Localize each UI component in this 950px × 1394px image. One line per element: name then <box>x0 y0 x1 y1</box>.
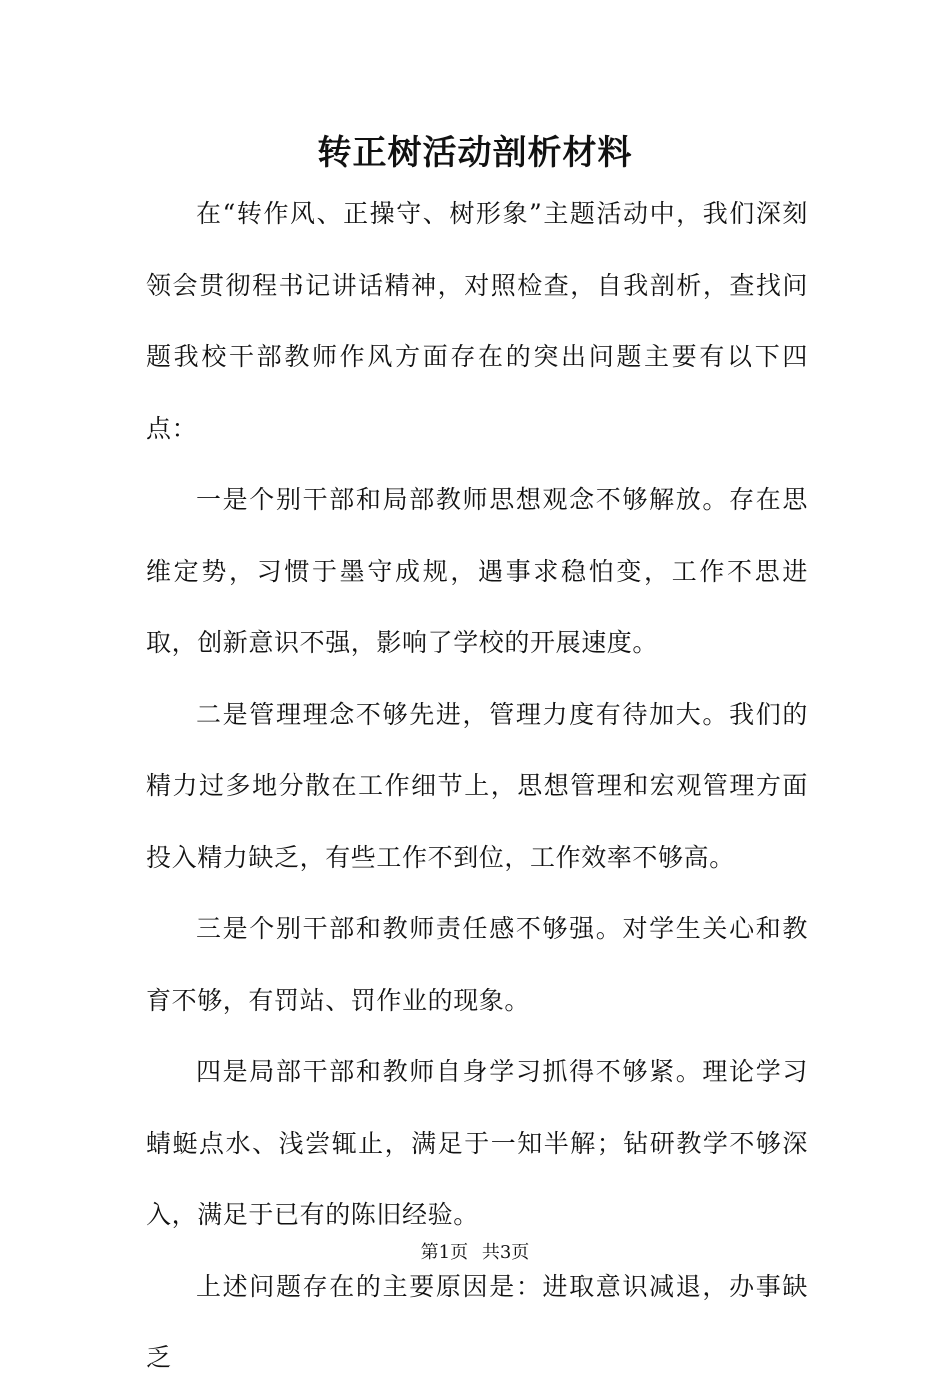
document-body <box>146 178 808 1394</box>
page-footer <box>0 1240 950 1266</box>
document-title: 转正树活动剖析材料 <box>317 133 633 173</box>
paragraph-intro: 在“转作风、正操守、树形象”主题活动中，我们深刻领会贯彻程书记讲话精神，对照检查，自我剖析，查找问题我校干部教师作风方面存在的突出问题主要有以下四点： <box>146 199 808 443</box>
paragraph-causes: 上述问题存在的主要原因是：进取意识减退，办事缺乏 <box>146 1271 808 1372</box>
paragraph-point-4: 四是局部干部和教师自身学习抓得不够紧。理论学习蜻蜓点水、浅尝辄止，满足于一知半解；钻研教学不够深入，满足于已有的陈旧经验。 <box>146 1057 808 1229</box>
paragraph-point-2: 二是管理理念不够先进，管理力度有待加大。我们的精力过多地分散在工作细节上，思想管理和宏观管理方面投入精力缺乏，有些工作不到位，工作效率不够高。 <box>146 699 808 872</box>
paragraph-point-3: 三是个别干部和教师责任感不够强。对学生关心和教育不够，有罚站、罚作业的现象。 <box>146 914 808 1015</box>
page-number: 第1页 <box>420 1242 469 1263</box>
paragraph-point-1: 一是个别干部和局部教师思想观念不够解放。存在思维定势，习惯于墨守成规，遇事求稳怕变，工作不思进取，创新意识不强，影响了学校的开展速度。 <box>146 485 808 657</box>
page-total: 共3页 <box>481 1242 530 1263</box>
